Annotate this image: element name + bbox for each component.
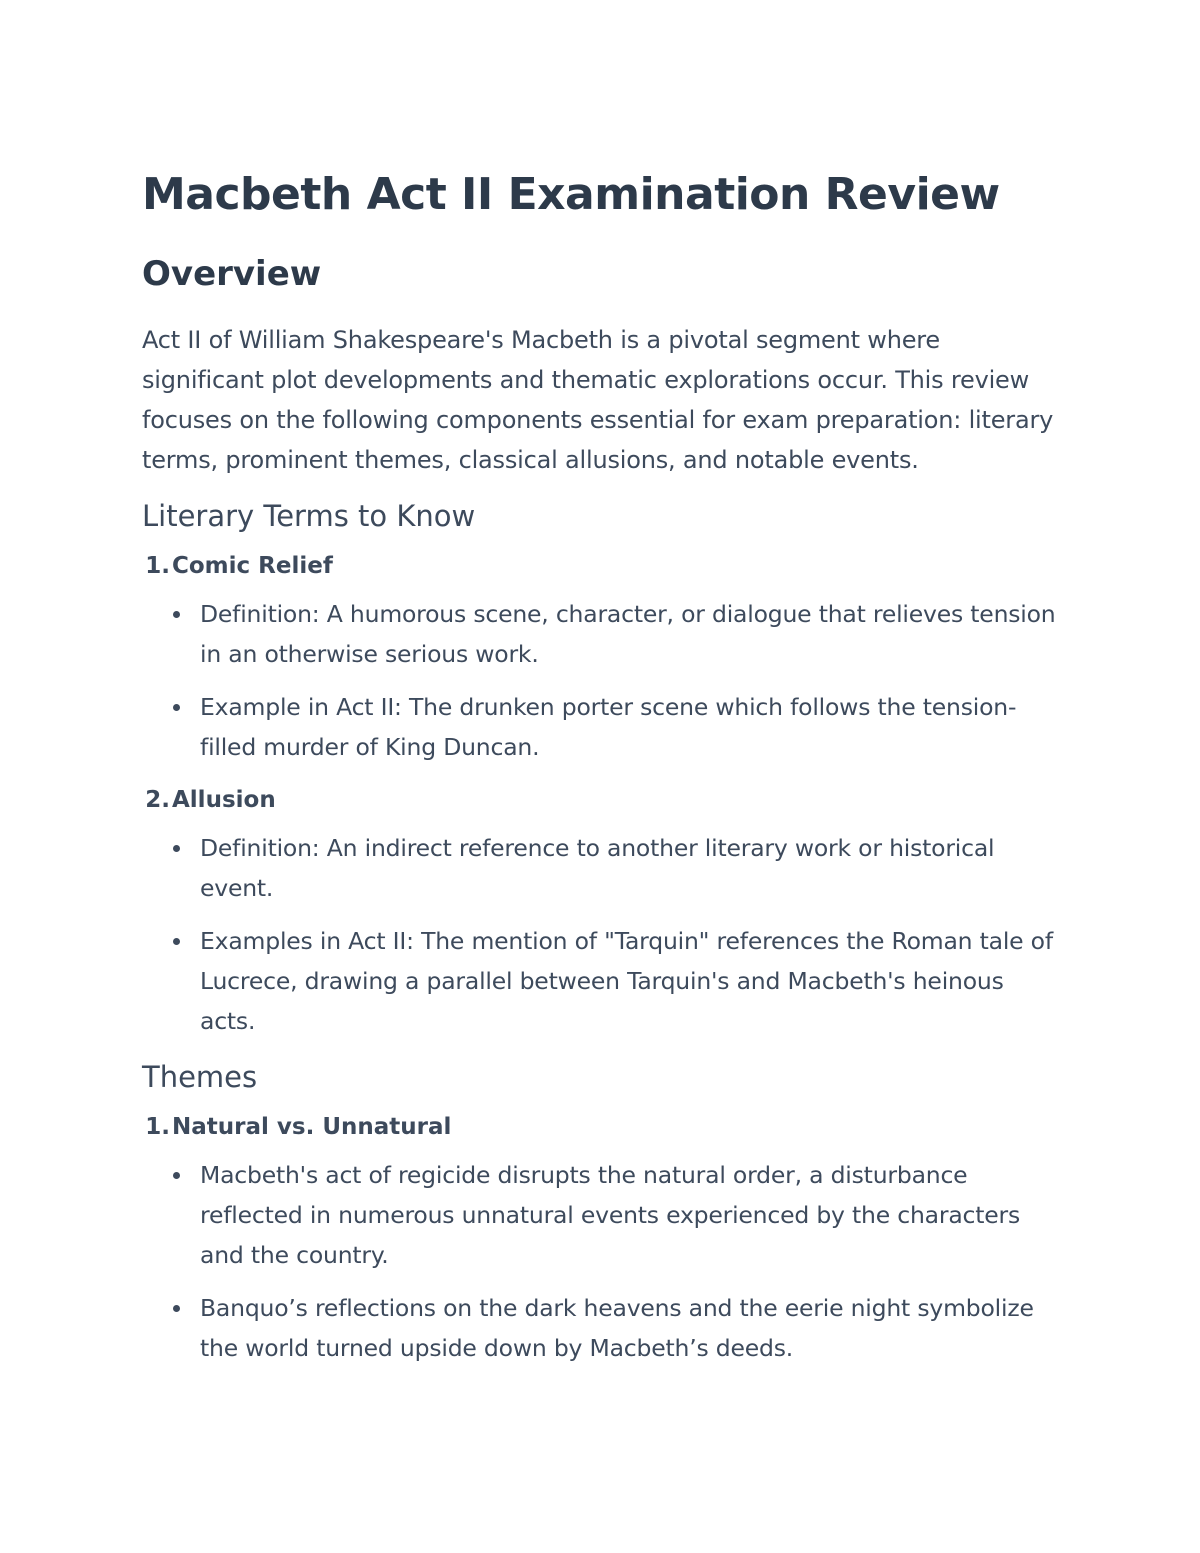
- bullet-text: Definition: A humorous scene, character, or dialogue that relieves tension in an otherwise serious work.: [200, 600, 1056, 668]
- list-item: [200, 594, 1060, 674]
- item-title-text: Natural vs. Unnatural: [172, 1114, 452, 1140]
- theme-bullets: [142, 1155, 1060, 1368]
- term-title: [142, 780, 1060, 820]
- item-number: 1.: [145, 553, 170, 579]
- themes-list: [142, 1107, 1060, 1368]
- list-item: [200, 921, 1060, 1041]
- literary-terms-list: [142, 546, 1060, 1041]
- list-item: [142, 546, 1060, 767]
- overview-paragraph: Act II of William Shakespeare's Macbeth is a pivotal segment where significant plot developments and thematic explorations occur. This review focuses on the following components essential for exam preparation: literary terms, prominent themes, classical allusions, and notable events.: [142, 326, 1054, 474]
- list-item: [142, 1107, 1060, 1368]
- term-bullets: [142, 594, 1060, 767]
- themes-heading: Themes: [142, 1060, 258, 1094]
- item-number: 1.: [145, 1114, 170, 1140]
- term-bullets: [142, 828, 1060, 1041]
- bullet-icon: [173, 704, 180, 711]
- list-item: [200, 1288, 1060, 1368]
- overview-heading: Overview: [142, 254, 322, 294]
- theme-title: [142, 1107, 1060, 1147]
- bullet-text: Banquo’s reflections on the dark heavens and the eerie night symbolize the world turned upside down by Macbeth’s deeds.: [200, 1294, 1034, 1362]
- bullet-icon: [173, 938, 180, 945]
- term-title: [142, 546, 1060, 586]
- item-title-text: Allusion: [172, 787, 276, 813]
- literary-terms-heading: Literary Terms to Know: [142, 499, 476, 533]
- bullet-icon: [173, 1305, 180, 1312]
- bullet-text: Example in Act II: The drunken porter scene which follows the tension-filled murder of King Duncan.: [200, 693, 1017, 761]
- bullet-icon: [173, 611, 180, 618]
- bullet-text: Definition: An indirect reference to another literary work or historical event.: [200, 834, 995, 902]
- item-title-text: Comic Relief: [172, 553, 333, 579]
- bullet-text: Macbeth's act of regicide disrupts the natural order, a disturbance reflected in numerous unnatural events experienced by the characters and the country.: [200, 1161, 1021, 1269]
- list-item: [200, 1155, 1060, 1275]
- bullet-icon: [173, 845, 180, 852]
- item-number: 2.: [145, 787, 170, 813]
- list-item: [200, 687, 1060, 767]
- list-item: [200, 828, 1060, 908]
- document-title: Macbeth Act II Examination Review: [142, 169, 1000, 220]
- list-item: [142, 780, 1060, 1041]
- bullet-text: Examples in Act II: The mention of "Tarquin" references the Roman tale of Lucrece, drawing a parallel between Tarquin's and Macbeth's heinous acts.: [200, 927, 1053, 1035]
- bullet-icon: [173, 1172, 180, 1179]
